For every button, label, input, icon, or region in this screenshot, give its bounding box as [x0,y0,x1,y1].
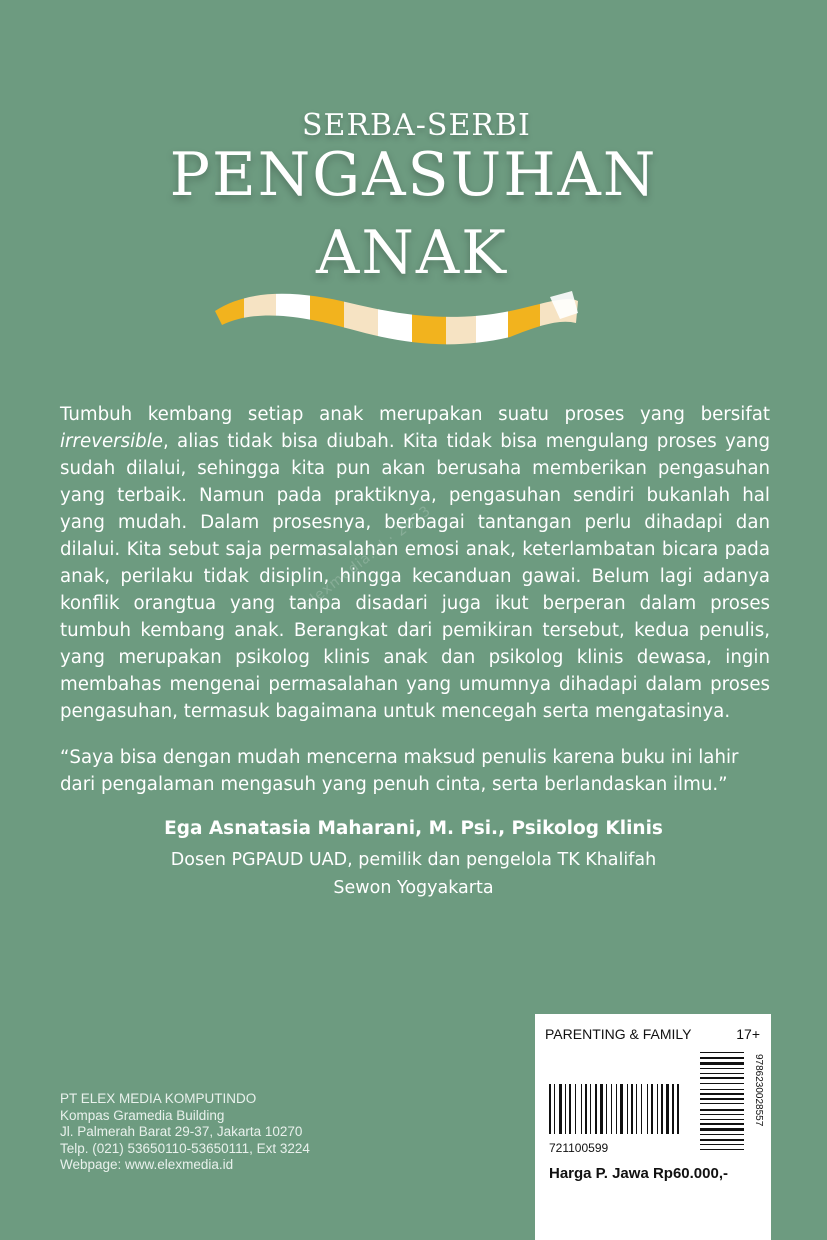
endorser-role-line1: Dosen PGPAUD UAD, pemilik dan pengelola TK Khalifah [170,850,657,870]
publisher-building: Kompas Gramedia Building [60,1107,225,1123]
blurb-text-rest: , alias tidak bisa diubah. Kita tidak bisa mengulang proses yang sudah dilalui, sehingga kita pun akan berusaha memberikan pengasuhan yang terbaik. Namun pada praktiknya, pengasuhan sendiri bukanlah hal yang mudah. Dalam prosesnya, berbagai tantangan perlu dihadapi dan dilalui. Kita sebut saja permasalahan emosi anak, keterlambatan bicara pada anak, perilaku tidak disiplin, hingga kecanduan gawai. Belum lagi adanya konflik orangtua yang tanpa disadari juga ikut berperan dalam proses tumbuh kembang anak. Berangkat dari pemikiran tersebut, kedua penulis, yang merupakan psikolog klinis anak dan psikolog klinis dewasa, ingin membahas mengenai permasalahan yang umumnya dihadapi dalam proses pengasuhan, termasuk bagaimana untuk mencegah serta mengatasinya. [60,431,770,722]
publisher-info [60,1091,310,1174]
endorser-name: Ega Asnatasia Maharani, M. Psi., Psikolog Klinis [164,818,663,839]
endorser-role [0,846,827,902]
blurb-italic-term: irreversible [60,431,163,452]
endorser-role-line2: Sewon Yogyakarta [333,878,494,898]
watermark: elexmedia.id · 2023 [300,502,435,613]
title-line-pengasuhan: PENGASUHAN [169,140,658,210]
back-cover-blurb [60,401,770,725]
publisher-phone: Telp. (021) 53650110-53650111, Ext 3224 [60,1140,310,1156]
publisher-web: Webpage: www.elexmedia.id [60,1157,234,1172]
price-label: Harga P. Jawa Rp60.000,- [549,1165,728,1182]
title-line-anak: ANAK [316,218,508,288]
endorsement-quote: “Saya bisa dengan mudah mencerna maksud penulis karena buku ini lahir dari pengalaman mengasuh yang penuh cinta, serta berlandaskan ilmu.” [60,747,739,795]
title-line-serba-serbi: SERBA-SERBI [302,108,531,143]
barcode-icon [549,1084,681,1134]
category-label: PARENTING & FAMILY [545,1026,692,1042]
blurb-text-start: Tumbuh kembang setiap anak merupakan suatu proses yang bersifat [60,404,770,425]
publisher-address: Jl. Palmerah Barat 29-37, Jakarta 10270 [60,1124,303,1139]
publisher-name: PT ELEX MEDIA KOMPUTINDO [60,1091,257,1106]
svg-text:9786230028557: 9786230028557 [753,1054,764,1127]
product-code: 721100599 [549,1141,609,1155]
striped-ribbon-decoration [210,283,590,363]
price-label-box [535,1014,771,1240]
age-rating: 17+ [736,1026,760,1042]
isbn-barcode-icon [700,1052,764,1152]
